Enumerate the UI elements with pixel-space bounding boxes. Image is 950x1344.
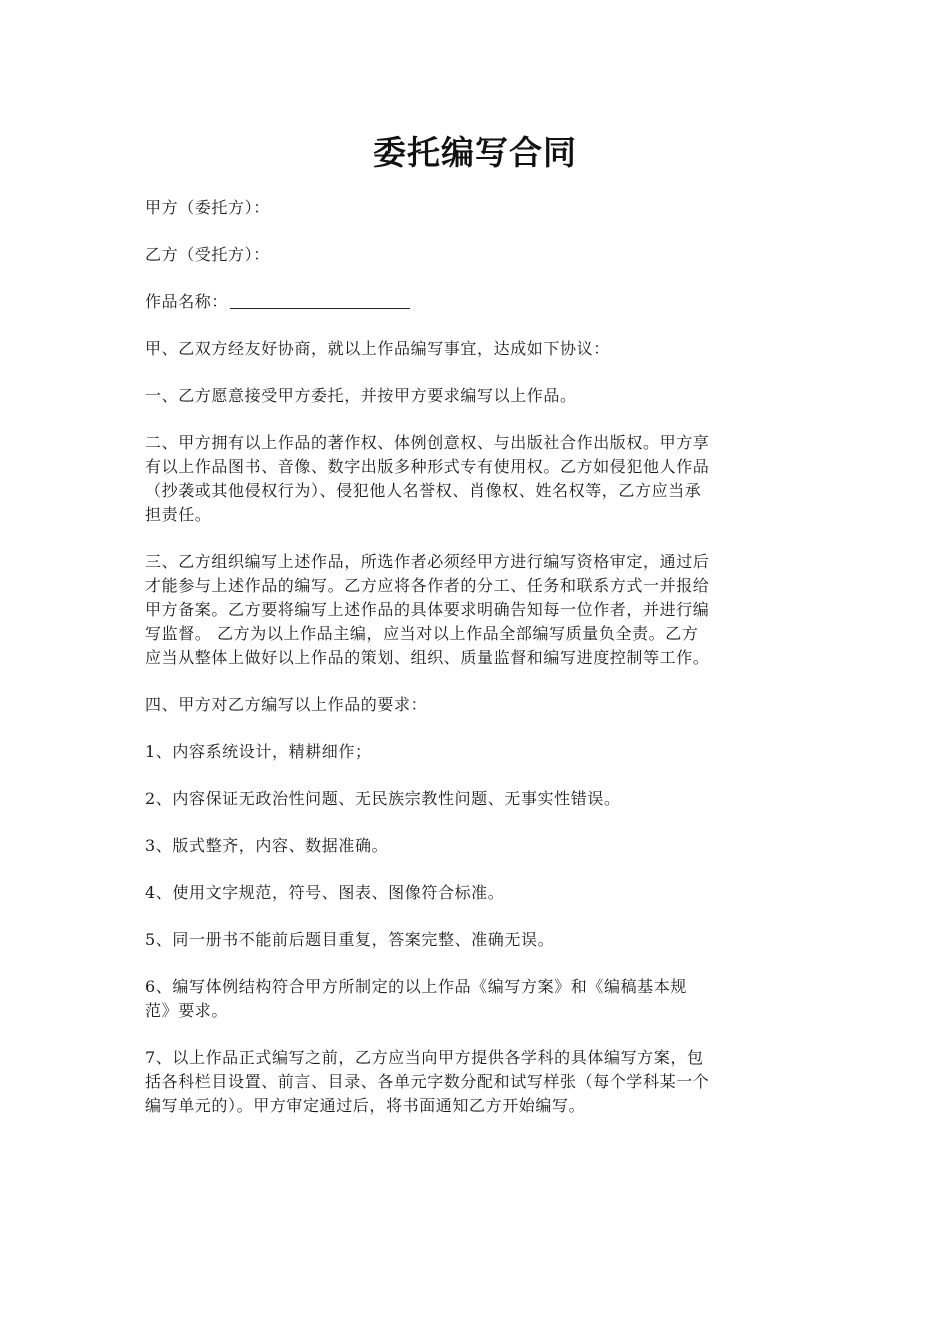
party-b-line: 乙方（受托方）： [145, 245, 270, 264]
requirement-6-line: 范》要求。 [145, 1001, 229, 1020]
intro-paragraph: 甲、乙双方经友好协商，就以上作品编写事宜，达成如下协议： [145, 339, 610, 358]
clause-2 [145, 431, 805, 527]
clause-3-line: 甲方备案。乙方要将编写上述作品的具体要求明确告知每一位作者，并进行编 [145, 600, 710, 619]
work-name-label: 作品名称： [145, 292, 229, 311]
party-a-line: 甲方（委托方）： [145, 198, 270, 217]
requirement-2: 2、内容保证无政治性问题、无民族宗教性问题、无事实性错误。 [145, 789, 621, 808]
requirement-7-line: 括各科栏目设置、前言、目录、各单元字数分配和试写样张（每个学科某一个 [145, 1072, 710, 1091]
work-name-blank [230, 291, 410, 309]
clause-3-line: 应当从整体上做好以上作品的策划、组织、质量监督和编写进度控制等工作。 [145, 648, 710, 667]
requirement-6 [145, 975, 805, 1023]
requirement-6-line: 6、编写体例结构符合甲方所制定的以上作品《编写方案》和《编稿基本规 [145, 977, 687, 996]
clause-1: 一、乙方愿意接受甲方委托，并按甲方要求编写以上作品。 [145, 386, 577, 405]
requirement-1: 1、内容系统设计，精耕细作； [145, 742, 372, 761]
work-name-line [145, 290, 805, 314]
requirement-7 [145, 1046, 805, 1118]
clause-4: 四、甲方对乙方编写以上作品的要求： [145, 695, 428, 714]
document-title: 委托编写合同 [373, 133, 577, 172]
requirement-7-line: 编写单元的）。甲方审定通过后，将书面通知乙方开始编写。 [145, 1096, 586, 1115]
clause-3-line: 写监督。 乙方为以上作品主编，应当对以上作品全部编写质量负全责。乙方 [145, 624, 699, 643]
clause-3 [145, 550, 805, 670]
clause-2-line: （抄袭或其他侵权行为）、侵犯他人名誉权、肖像权、姓名权等，乙方应当承 [145, 481, 702, 500]
clause-3-line: 三、乙方组织编写上述作品，所选作者必须经甲方进行编写资格审定，通过后 [145, 552, 710, 571]
clause-2-line: 担责任。 [145, 505, 212, 524]
document-body [145, 196, 805, 1141]
clause-2-line: 二、甲方拥有以上作品的著作权、体例创意权、与出版社合作出版权。甲方享 [145, 433, 710, 452]
clause-3-line: 才能参与上述作品的编写。乙方应将各作者的分工、任务和联系方式一并报给 [145, 576, 710, 595]
requirement-5: 5、同一册书不能前后题目重复，答案完整、准确无误。 [145, 930, 555, 949]
requirement-3: 3、版式整齐，内容、数据准确。 [145, 836, 389, 855]
requirement-7-line: 7、以上作品正式编写之前，乙方应当向甲方提供各学科的具体编写方案，包 [145, 1048, 704, 1067]
requirement-4: 4、使用文字规范，符号、图表、图像符合标准。 [145, 883, 505, 902]
clause-2-line: 有以上作品图书、音像、数字出版多种形式专有使用权。乙方如侵犯他人作品 [145, 457, 710, 476]
